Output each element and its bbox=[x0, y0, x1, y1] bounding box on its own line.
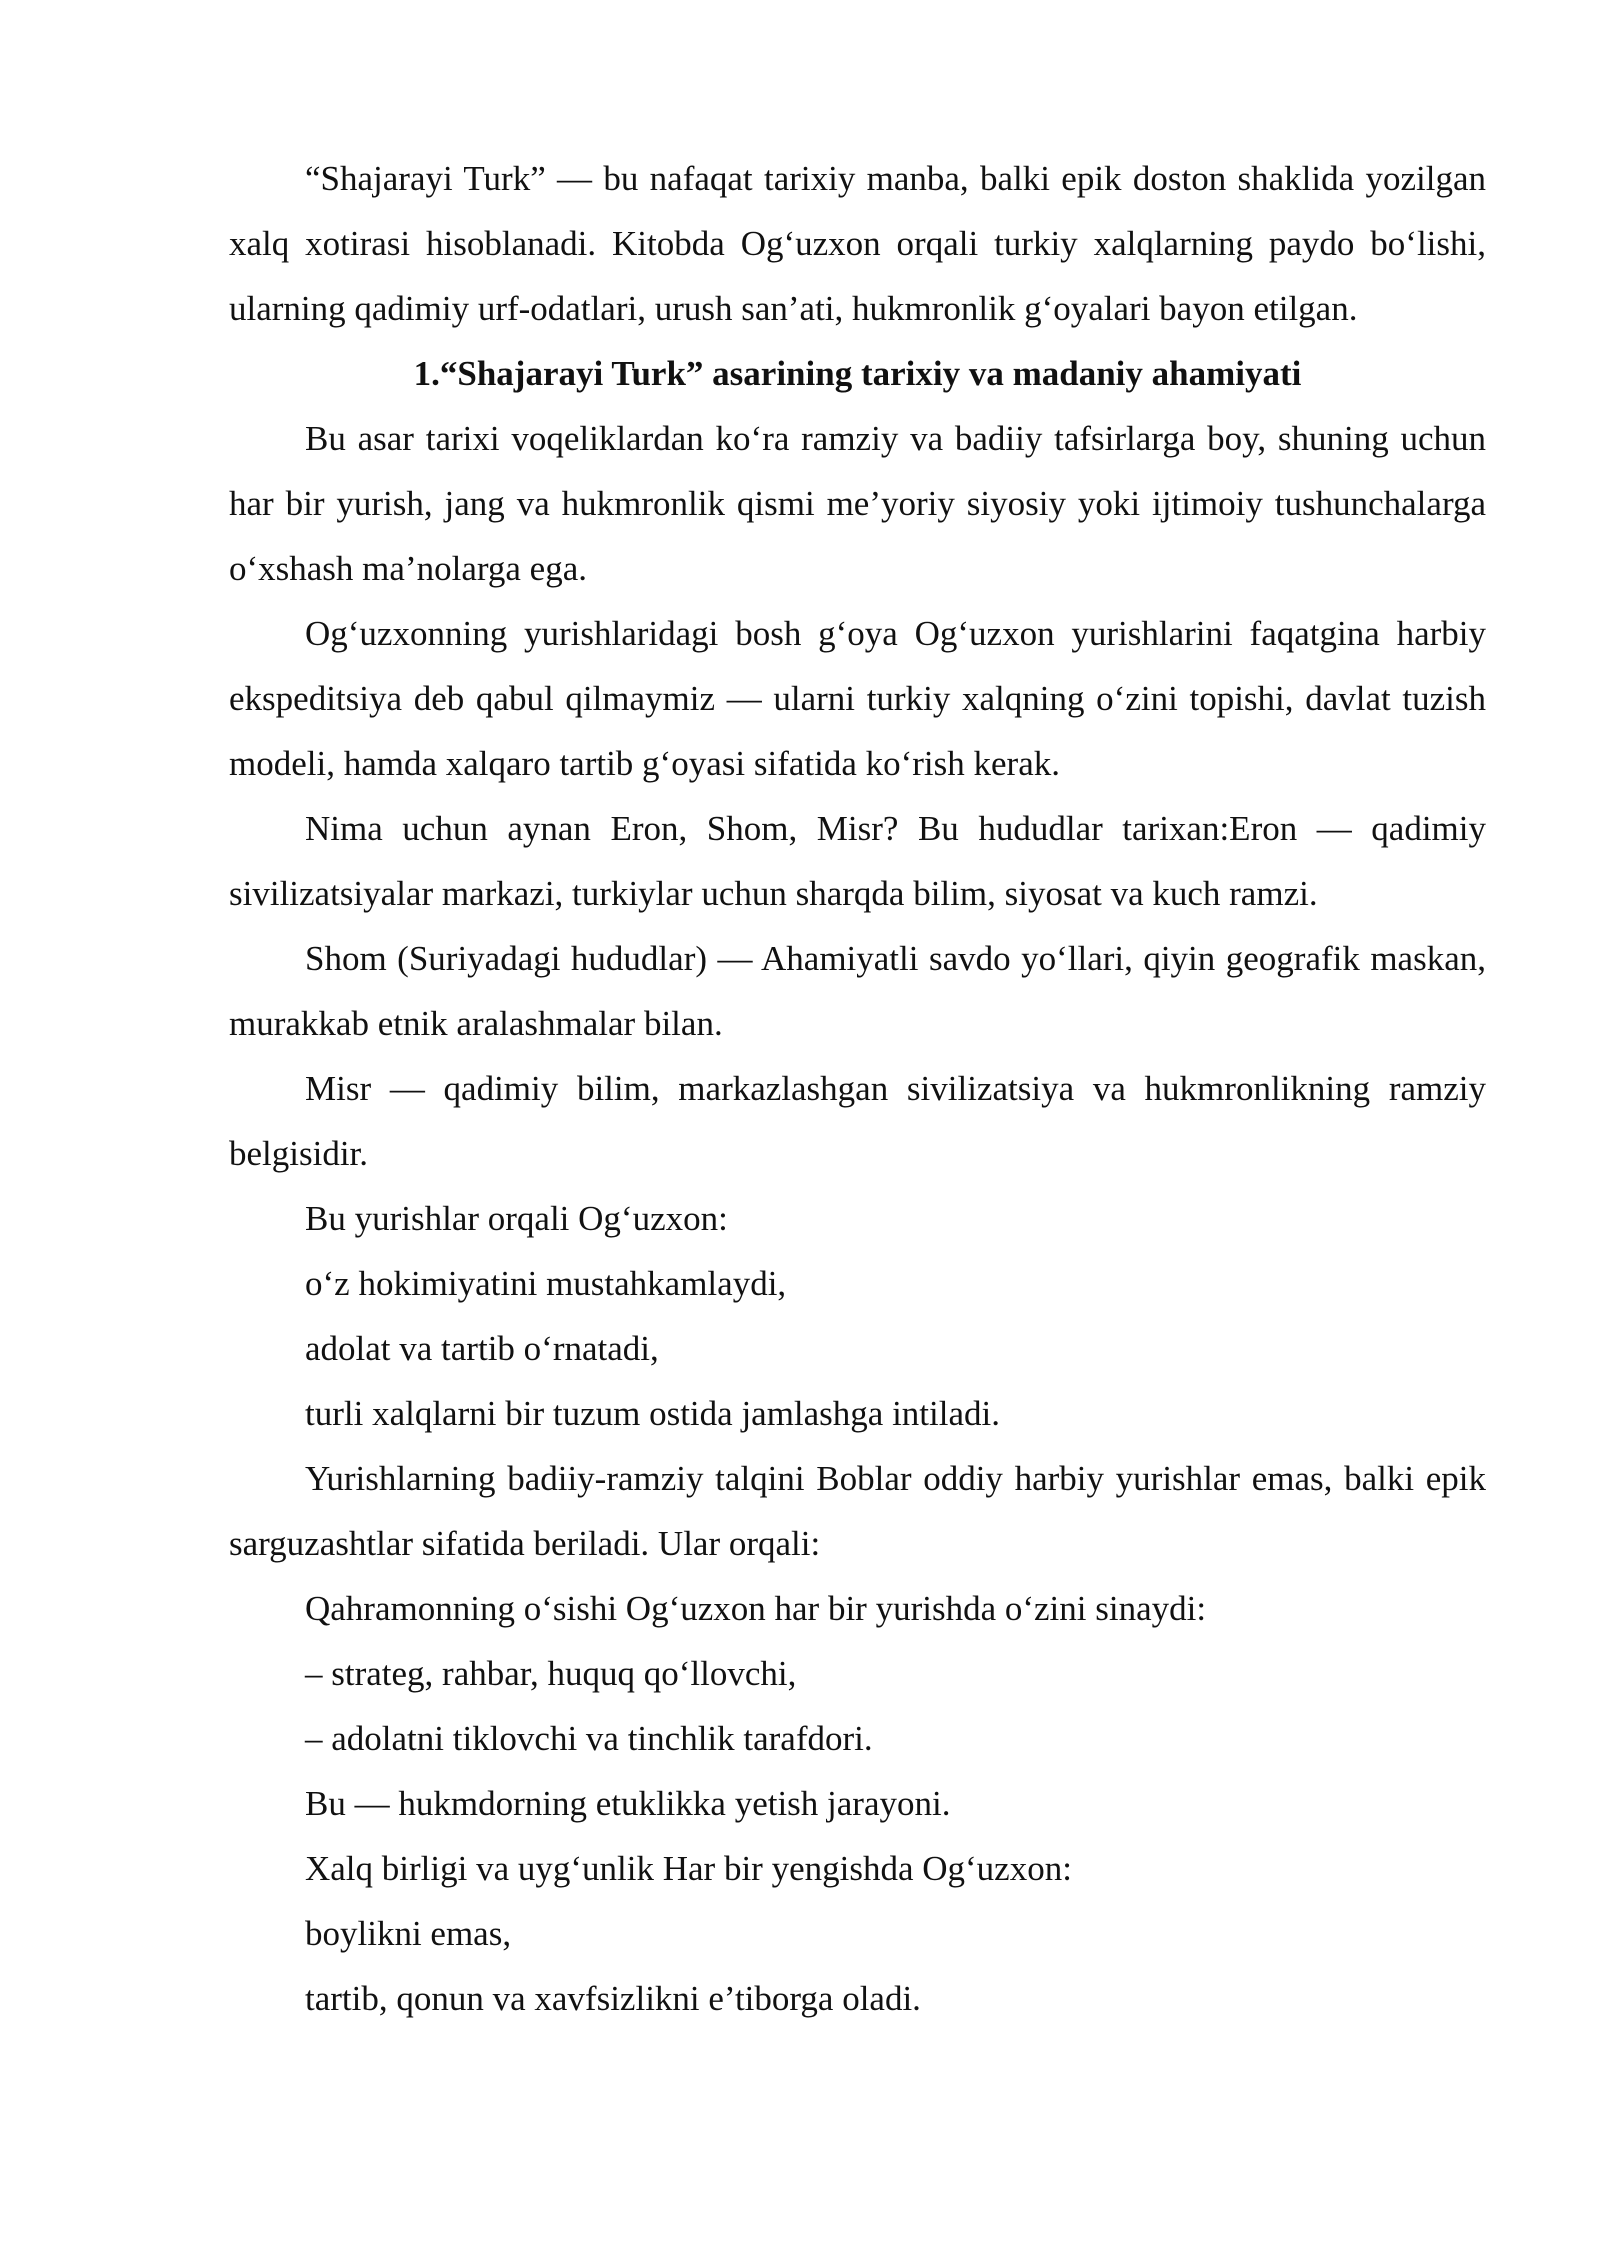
list-intro-line: Qahramonning o‘sishi Og‘uzxon har bir yurishda o‘zini sinaydi: bbox=[305, 1589, 1207, 1628]
list-item: tartib, qonun va xavfsizlikni e’tiborga oladi. bbox=[305, 1979, 921, 2018]
paragraph-interpretation: Yurishlarning badiiy-ramziy talqini Boblar oddiy harbiy yurishlar emas, balki epik sarguzashtlar sifatida beriladi. Ular orqali: bbox=[229, 1459, 1486, 1563]
list-item: – adolatni tiklovchi va tinchlik tarafdori. bbox=[305, 1719, 873, 1758]
paragraph-shom: Shom (Suriyadagi hududlar) — Ahamiyatli savdo yo‘llari, qiyin geografik maskan, murakkab etnik aralashmalar bilan. bbox=[229, 939, 1486, 1043]
paragraph-intro: “Shajarayi Turk” — bu nafaqat tarixiy manba, balki epik doston shaklida yozilgan xalq xotirasi hisoblanadi. Kitobda Og‘uzxon orqali turkiy xalqlarning paydo bo‘lishi, ularning qadimiy urf-odatlari, urush san’ati, hukmronlik g‘oyalari bayon etilgan. bbox=[229, 159, 1486, 328]
list-item: boylikni emas, bbox=[305, 1914, 512, 1953]
section-heading: 1.“Shajarayi Turk” asarining tarixiy va madaniy ahamiyati bbox=[413, 354, 1302, 393]
list-item: adolat va tartib o‘rnatadi, bbox=[305, 1329, 659, 1368]
list-item: – strateg, rahbar, huquq qo‘llovchi, bbox=[305, 1654, 797, 1693]
list-item: turli xalqlarni bir tuzum ostida jamlashga intiladi. bbox=[305, 1394, 1000, 1433]
list-intro-line: Bu yurishlar orqali Og‘uzxon: bbox=[305, 1199, 728, 1238]
statement-line: Bu — hukmdorning etuklikka yetish jarayoni. bbox=[305, 1784, 951, 1823]
document-body bbox=[229, 146, 1486, 2031]
paragraph-main-idea: Og‘uzxonning yurishlaridagi bosh g‘oya Og‘uzxon yurishlarini faqatgina harbiy ekspeditsiya deb qabul qilmaymiz — ularni turkiy xalqning o‘zini topishi, davlat tuzish modeli, hamda xalqaro tartib g‘oyasi sifatida ko‘rish kerak. bbox=[229, 614, 1486, 783]
list-item: o‘z hokimiyatini mustahkamlaydi, bbox=[305, 1264, 787, 1303]
paragraph-symbolism: Bu asar tarixi voqeliklardan ko‘ra ramziy va badiiy tafsirlarga boy, shuning uchun har bir yurish, jang va hukmronlik qismi me’yoriy siyosiy yoki ijtimoiy tushunchalarga o‘xshash ma’nolarga ega. bbox=[229, 419, 1486, 588]
paragraph-misr: Misr — qadimiy bilim, markazlashgan sivilizatsiya va hukmronlikning ramziy belgisidir. bbox=[229, 1069, 1486, 1173]
paragraph-iran: Nima uchun aynan Eron, Shom, Misr? Bu hududlar tarixan:Eron — qadimiy sivilizatsiyalar markazi, turkiylar uchun sharqda bilim, siyosat va kuch ramzi. bbox=[229, 809, 1486, 913]
list-intro-line: Xalq birligi va uyg‘unlik Har bir yengishda Og‘uzxon: bbox=[305, 1849, 1072, 1888]
